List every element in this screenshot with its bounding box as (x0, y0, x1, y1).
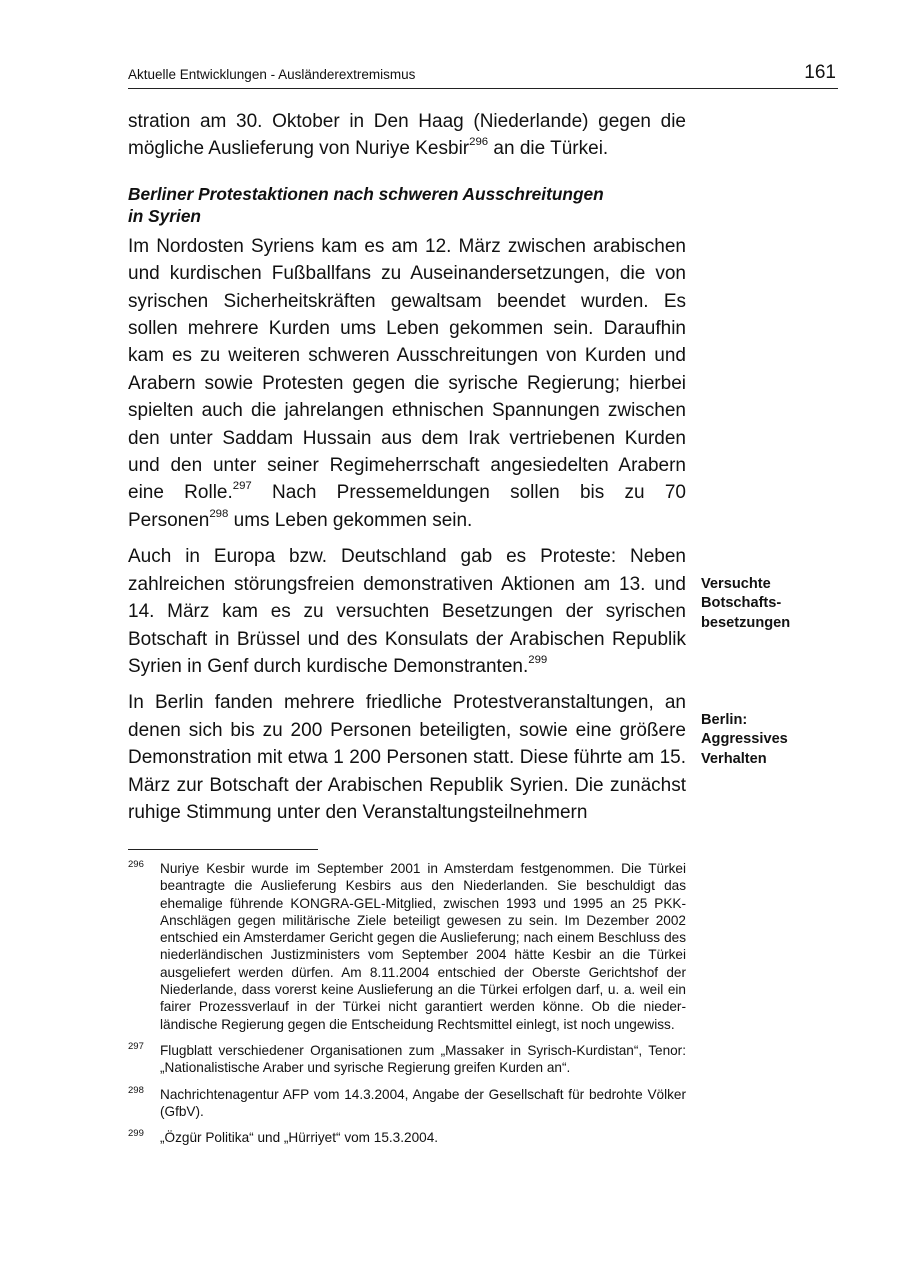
main-text (128, 108, 686, 826)
footnote: 296 Nuriye Kesbir wurde im September 2001 in Amsterdam festgenommen. Die Türkei beantragte die Auslieferung Kesbirs aus den Niederlanden. Sie beschuldigt das ehemalige führende KONGRA-GEL-Mitglied, zwischen 1993 und 1995 an 25 PKK-Anschlägen gegen militärische Ziele beteiligt gewesen zu sein. Im Dezember 2002 entschied ein Amsterdamer Gericht gegen die Auslieferung; nach einem Beschluss des niederländischen Justizministers vom September 2004 hätte Kesbir an die Türkei ausgeliefert werden dürfen. Am 8.11.2004 entschied der Oberste Gerichtshof der Niederlande, dass vorerst keine Auslieferung an die Türkei erfolgen darf, u. a. weil ein fairer Prozessverlauf in der Türkei nicht garantiert werden könne. Ob die niederländische Regierung gegen die Entscheidung Rechtsmittel einlegt, ist noch ungewiss. (128, 860, 686, 1033)
footnote-ref-297[interactable]: 297 (232, 480, 252, 493)
page-header (128, 62, 838, 89)
margin-note-embassy: Versuchte Botschafts- besetzungen (701, 576, 791, 631)
footnote-ref-299[interactable]: 299 (528, 653, 548, 666)
section-heading: Berliner Protestaktionen nach schweren Ausschreitungen in Syrien (128, 183, 604, 226)
footnote-number: 298 (128, 1084, 144, 1096)
margin-note-berlin: Berlin: Aggressives Verhalten (701, 712, 788, 767)
footnote-separator (128, 849, 318, 850)
footnote: 299 „Özgür Politika“ und „Hürriyet“ vom 15.3.2004. (128, 1129, 686, 1146)
page-number: 161 (804, 62, 836, 83)
footnote: 297 Flugblatt verschiedener Organisationen zum „Massaker in Syrisch-Kurdistan“, Tenor: „Nationalistische Araber und syrische Regierung greifen Kurden an“. (128, 1042, 686, 1077)
running-title: Aktuelle Entwicklungen - Ausländerextremismus (128, 67, 416, 82)
footnote-number: 296 (128, 859, 144, 870)
paragraph-continued: stration am 30. Oktober in Den Haag (Niederlande) gegen die mögliche Auslieferung von Nuriye Kesbir$^{296}$ an die Türkei. (128, 111, 686, 160)
footnote-ref-296[interactable]: 296 (469, 136, 489, 149)
footnote-ref-298[interactable]: 298 (209, 507, 229, 520)
paragraph-europe-protests: Auch in Europa bzw. Deutschland gab es Proteste: Neben zahlreichen störungsfreien demonstrativen Aktionen am 13. und 14. März kam es zu versuchten Besetzungen der syrischen Botschaft in Brüssel und des Konsulats der Arabischen Republik Syrien in Genf durch kurdische Demonstranten.$^{299}$ (128, 546, 686, 677)
footnotes (128, 860, 686, 1155)
footnote-number: 297 (128, 1040, 144, 1052)
footnote-number: 299 (128, 1128, 144, 1140)
footnote: 298 Nachrichtenagentur AFP vom 14.3.2004, Angabe der Gesellschaft für bedrohte Völker (GfbV). (128, 1086, 686, 1121)
paragraph-berlin: In Berlin fanden mehrere friedliche Protestveranstaltungen, an denen sich bis zu 200 Personen beteiligten, sowie eine größere Demonstration mit etwa 1 200 Personen statt. Diese führte am 15. März zur Botschaft der Arabischen Republik Syrien. Die zunächst ruhige Stimmung unter den Veranstaltungsteilnehmern (128, 692, 686, 823)
paragraph-syria-clashes: Im Nordosten Syriens kam es am 12. März zwischen arabischen und kurdischen Fußballfans zu Auseinandersetzungen, die von syrischen Sicherheitskräften gewaltsam beendet wurden. Es sollen mehrere Kurden ums Leben gekommen sein. Daraufhin kam es zu weiteren schweren Ausschreitungen von Kurden und Arabern sowie Protesten gegen die syrische Regierung; hierbei spielten auch die jahrelangen ethnischen Spannungen zwischen den unter Saddam Hussain aus dem Irak vertriebenen Kurden und den unter seiner Regimeherrschaft angesiedelten Arabern eine Rolle.$^{297}$ Nach Pressemeldungen sollen bis zu 70 Personen$^{298}$ ums Leben gekommen sein. (128, 235, 686, 531)
